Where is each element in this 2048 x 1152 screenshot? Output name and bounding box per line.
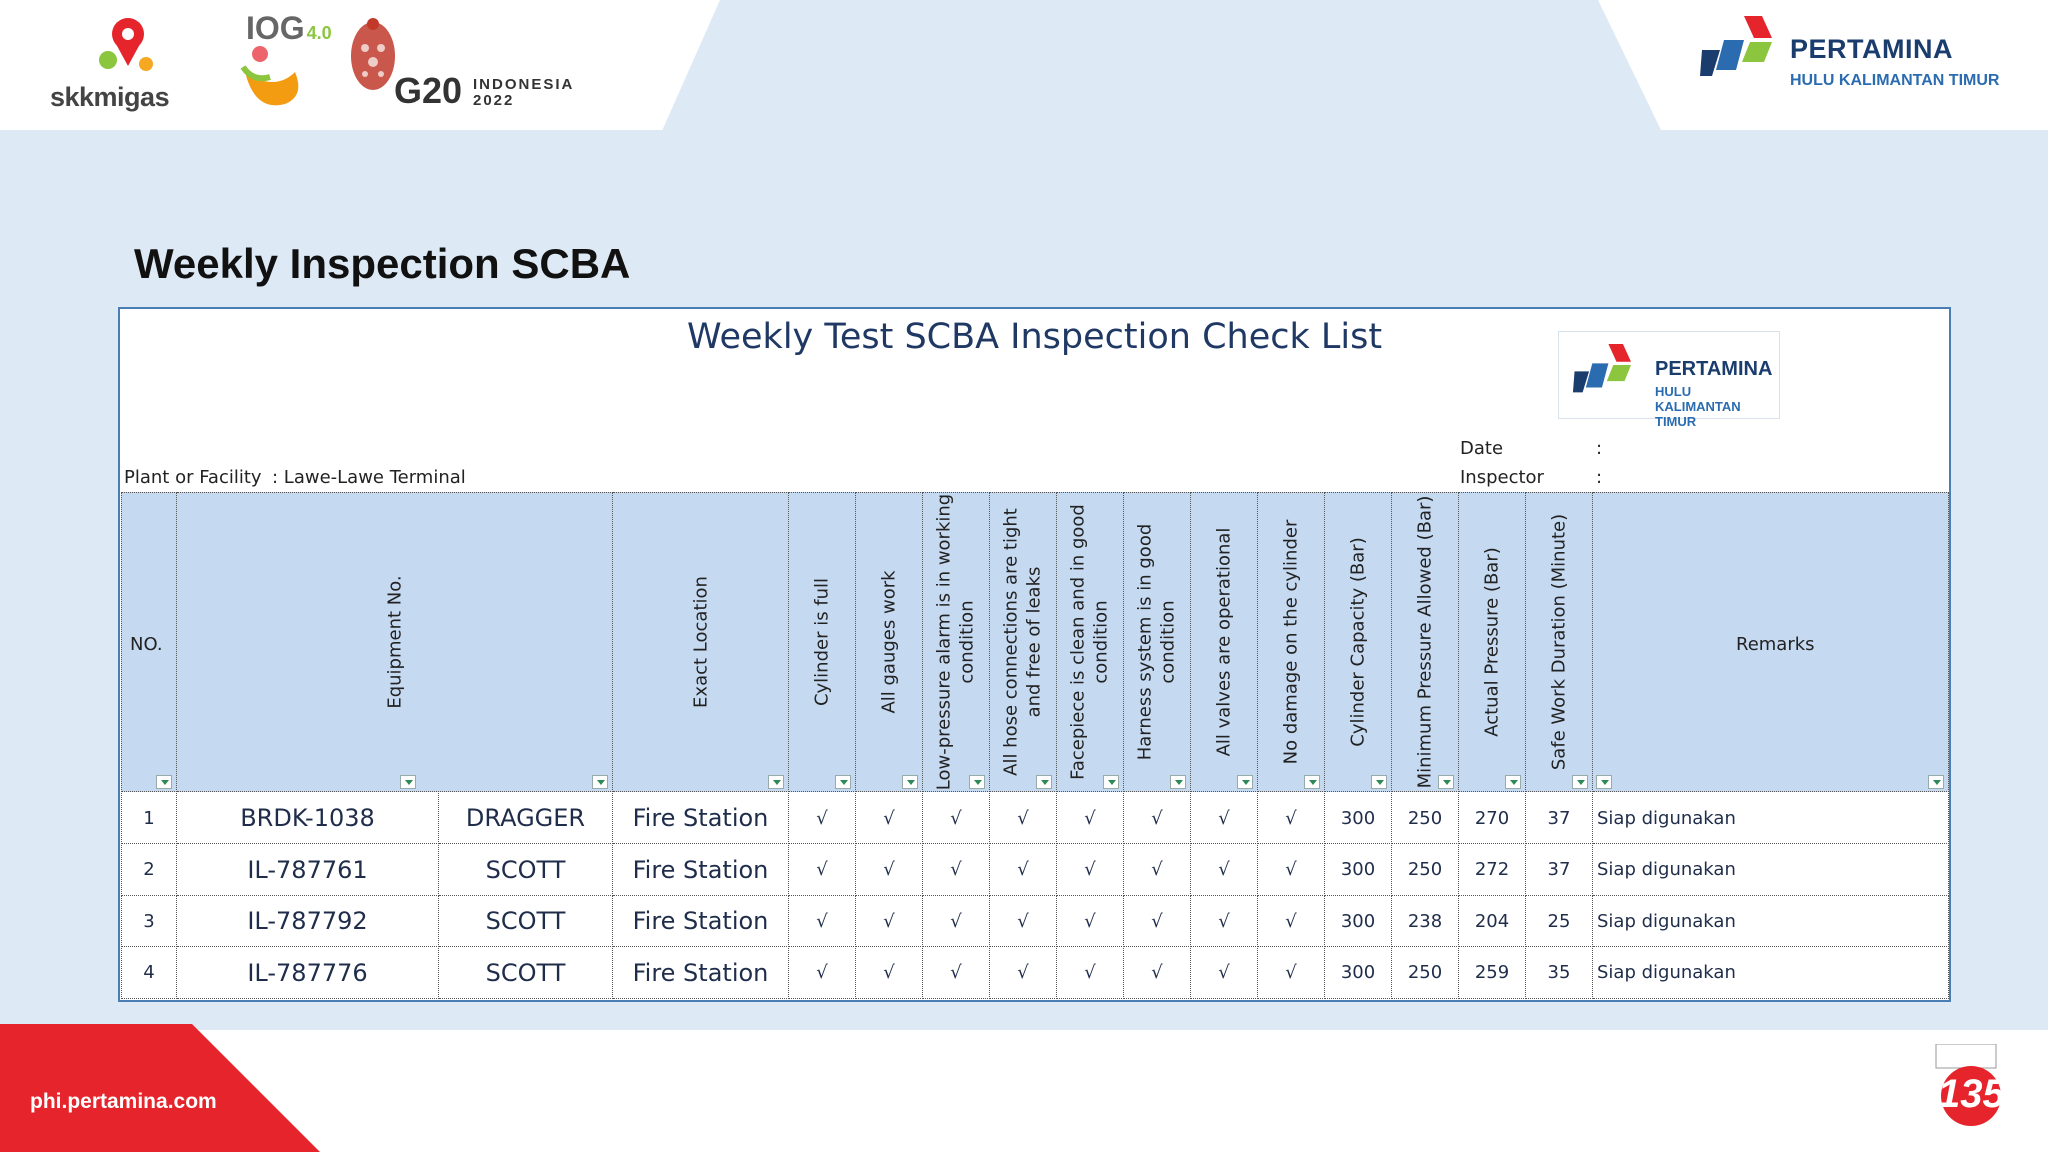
check-valves-cell[interactable]: √ (1191, 845, 1258, 896)
footer-url[interactable]: phi.pertamina.com (30, 1090, 217, 1113)
actual-pressure-cell[interactable]: 270 (1459, 793, 1526, 844)
page-title: Weekly Inspection SCBA (134, 240, 631, 287)
safe-duration-cell[interactable]: 37 (1526, 845, 1593, 896)
filter-dropdown-icon[interactable] (969, 775, 985, 789)
sheet-logo-sub: HULU KALIMANTAN TIMUR (1655, 384, 1741, 429)
col-header-min-pressure: Minimum Pressure Allowed (Bar) (1392, 492, 1459, 792)
iog-logo-text: IOG 4.0 (246, 10, 332, 46)
check-harness-cell[interactable]: √ (1124, 793, 1191, 844)
actual-pressure-cell[interactable]: 272 (1459, 845, 1526, 896)
filter-dropdown-icon[interactable] (1596, 775, 1612, 789)
check-gauges-cell[interactable]: √ (856, 793, 923, 844)
cylinder-capacity-cell[interactable]: 300 (1325, 896, 1392, 947)
equipment-no-cell[interactable]: IL-787776 (177, 948, 439, 999)
check-damage-cell[interactable]: √ (1258, 948, 1325, 999)
cylinder-capacity-cell[interactable]: 300 (1325, 845, 1392, 896)
safe-duration-cell[interactable]: 25 (1526, 896, 1593, 947)
check-alarm-cell[interactable]: √ (923, 896, 990, 947)
filter-dropdown-icon[interactable] (1505, 775, 1521, 789)
check-hose-cell[interactable]: √ (990, 845, 1057, 896)
check-cylinder-full-cell[interactable]: √ (789, 948, 856, 999)
equipment-no-cell[interactable]: IL-787792 (177, 896, 439, 947)
g20-logo-icon (345, 16, 595, 111)
cylinder-capacity-cell[interactable]: 300 (1325, 948, 1392, 999)
filter-dropdown-icon[interactable] (1304, 775, 1320, 789)
check-alarm-cell[interactable]: √ (923, 845, 990, 896)
check-hose-cell[interactable]: √ (990, 896, 1057, 947)
pertamina-brand-name: PERTAMINA (1790, 34, 1953, 64)
check-damage-cell[interactable]: √ (1258, 896, 1325, 947)
filter-dropdown-icon[interactable] (1371, 775, 1387, 789)
safe-duration-cell[interactable]: 37 (1526, 793, 1593, 844)
equipment-no-cell[interactable]: IL-787761 (177, 845, 439, 896)
row-no-cell[interactable]: 3 (121, 896, 177, 947)
remarks-cell[interactable]: Siap digunakan (1593, 793, 1949, 844)
check-cylinder-full-cell[interactable]: √ (789, 896, 856, 947)
actual-pressure-cell[interactable]: 204 (1459, 896, 1526, 947)
check-gauges-cell[interactable]: √ (856, 896, 923, 947)
row-no-cell[interactable]: 2 (121, 845, 177, 896)
min-pressure-cell[interactable]: 250 (1392, 793, 1459, 844)
inspector-value: : (1596, 467, 1603, 488)
row-no-cell[interactable]: 4 (121, 948, 177, 999)
plant-label: Plant or Facility (124, 467, 262, 488)
pertamina-brand-sub: HULU KALIMANTAN TIMUR (1790, 72, 2000, 89)
check-harness-cell[interactable]: √ (1124, 948, 1191, 999)
remarks-cell[interactable]: Siap digunakan (1593, 845, 1949, 896)
check-damage-cell[interactable]: √ (1258, 845, 1325, 896)
sheet-logo (1558, 331, 1780, 429)
filter-dropdown-icon[interactable] (156, 775, 172, 789)
check-facepiece-cell[interactable]: √ (1057, 793, 1124, 844)
sheet-title: Weekly Test SCBA Inspection Check List (686, 317, 1383, 357)
date-label: Date (1460, 438, 1504, 459)
check-harness-cell[interactable]: √ (1124, 845, 1191, 896)
filter-dropdown-icon[interactable] (1572, 775, 1588, 789)
check-cylinder-full-cell[interactable]: √ (789, 845, 856, 896)
col-header-gauges: All gauges work (856, 492, 923, 792)
check-cylinder-full-cell[interactable]: √ (789, 793, 856, 844)
footer-band (0, 1030, 2048, 1152)
equipment-brand-cell[interactable]: DRAGGER (439, 793, 613, 844)
check-alarm-cell[interactable]: √ (923, 948, 990, 999)
exact-location-cell[interactable]: Fire Station (613, 793, 789, 844)
filter-dropdown-icon[interactable] (1237, 775, 1253, 789)
remarks-cell[interactable]: Siap digunakan (1593, 948, 1949, 999)
filter-dropdown-icon[interactable] (1928, 775, 1944, 789)
filter-dropdown-icon[interactable] (1036, 775, 1052, 789)
min-pressure-cell[interactable]: 238 (1392, 896, 1459, 947)
check-facepiece-cell[interactable]: √ (1057, 896, 1124, 947)
equipment-brand-cell[interactable]: SCOTT (439, 948, 613, 999)
col-header-facepiece: Facepiece is clean and in good condition (1057, 492, 1124, 792)
col-header-alarm: Low-pressure alarm is in working condition (923, 492, 990, 792)
check-gauges-cell[interactable]: √ (856, 948, 923, 999)
date-value: : (1596, 438, 1603, 459)
remarks-cell[interactable]: Siap digunakan (1593, 896, 1949, 947)
check-hose-cell[interactable]: √ (990, 793, 1057, 844)
col-header-remarks: Remarks (1593, 492, 1949, 792)
filter-dropdown-icon[interactable] (1170, 775, 1186, 789)
equipment-no-cell[interactable]: BRDK-1038 (177, 793, 439, 844)
filter-dropdown-icon[interactable] (592, 775, 608, 789)
col-header-capacity: Cylinder Capacity (Bar) (1325, 492, 1392, 792)
filter-dropdown-icon[interactable] (1103, 775, 1119, 789)
plant-value: : Lawe-Lawe Terminal (272, 467, 466, 488)
g20-logo-year: 2022 (473, 92, 515, 109)
check-facepiece-cell[interactable]: √ (1057, 845, 1124, 896)
g20-logo-country: INDONESIA (473, 76, 575, 93)
filter-dropdown-icon[interactable] (1438, 775, 1454, 789)
filter-dropdown-icon[interactable] (768, 775, 784, 789)
col-header-duration: Safe Work Duration (Minute) (1526, 492, 1593, 792)
exact-location-cell[interactable]: Fire Station (613, 948, 789, 999)
equipment-brand-cell[interactable]: SCOTT (439, 845, 613, 896)
col-header-actual-pressure: Actual Pressure (Bar) (1459, 492, 1526, 792)
check-alarm-cell[interactable]: √ (923, 793, 990, 844)
check-valves-cell[interactable]: √ (1191, 948, 1258, 999)
cylinder-capacity-cell[interactable]: 300 (1325, 793, 1392, 844)
call-center-number: 135 (1938, 1072, 2005, 1116)
pertamina-logo-small-icon (1571, 344, 1641, 394)
header-band-right (1598, 0, 2048, 130)
check-hose-cell[interactable]: √ (990, 948, 1057, 999)
actual-pressure-cell[interactable]: 259 (1459, 948, 1526, 999)
filter-dropdown-icon[interactable] (835, 775, 851, 789)
check-valves-cell[interactable]: √ (1191, 793, 1258, 844)
check-facepiece-cell[interactable]: √ (1057, 948, 1124, 999)
skkmigas-logo-text: skkmigas (50, 82, 170, 112)
check-harness-cell[interactable]: √ (1124, 896, 1191, 947)
check-gauges-cell[interactable]: √ (856, 845, 923, 896)
filter-dropdown-icon[interactable] (902, 775, 918, 789)
row-no-cell[interactable]: 1 (121, 793, 177, 844)
col-header-equipment: Equipment No. (177, 492, 613, 792)
inspection-sheet (118, 307, 1951, 1002)
col-header-location: Exact Location (613, 492, 789, 792)
filter-dropdown-icon[interactable] (400, 775, 416, 789)
col-header-cylinder-full: Cylinder is full (789, 492, 856, 792)
col-header-hose: All hose connections are tight and free of leaks (990, 492, 1057, 792)
check-damage-cell[interactable]: √ (1258, 793, 1325, 844)
check-valves-cell[interactable]: √ (1191, 896, 1258, 947)
min-pressure-cell[interactable]: 250 (1392, 948, 1459, 999)
col-header-damage: No damage on the cylinder (1258, 492, 1325, 792)
g20-logo-text: G20 (394, 70, 463, 111)
inspector-label: Inspector (1460, 467, 1544, 488)
exact-location-cell[interactable]: Fire Station (613, 896, 789, 947)
exact-location-cell[interactable]: Fire Station (613, 845, 789, 896)
col-header-harness: Harness system is in good condition (1124, 492, 1191, 792)
safe-duration-cell[interactable]: 35 (1526, 948, 1593, 999)
col-header-valves: All valves are operational (1191, 492, 1258, 792)
col-header-no: NO. (121, 492, 177, 792)
equipment-brand-cell[interactable]: SCOTT (439, 896, 613, 947)
sheet-logo-name: PERTAMINA (1655, 358, 1773, 380)
min-pressure-cell[interactable]: 250 (1392, 845, 1459, 896)
pertamina-logo-icon (1700, 16, 1782, 78)
